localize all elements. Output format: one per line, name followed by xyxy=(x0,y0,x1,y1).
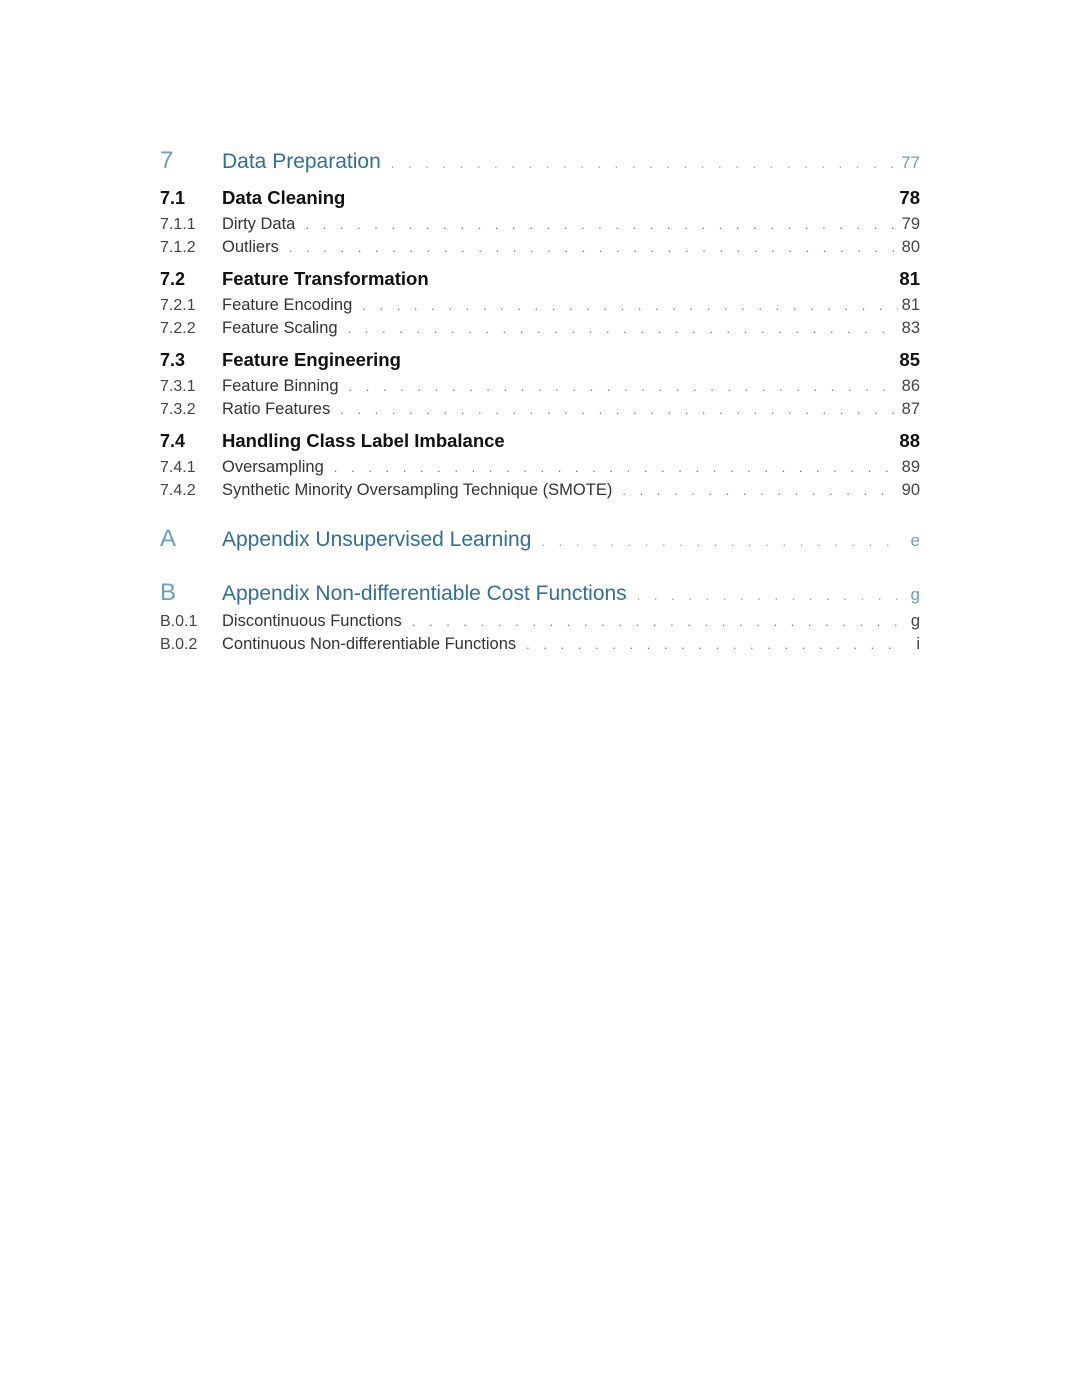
toc-subsection-b-0-2[interactable] xyxy=(160,633,920,656)
subsection-title[interactable]: Continuous Non-differentiable Functions xyxy=(222,635,517,653)
section-title[interactable]: Handling Class Label Imbalance xyxy=(222,430,505,451)
toc-section-7-2[interactable] xyxy=(160,264,920,294)
toc-subsection-b-0-1[interactable] xyxy=(160,610,920,633)
toc-subsection-7-1-1[interactable] xyxy=(160,213,920,236)
subsection-number: B.0.1 xyxy=(160,613,198,630)
toc-section-7-4[interactable] xyxy=(160,426,920,456)
subsection-number: B.0.2 xyxy=(160,636,198,653)
toc-appendix-a[interactable] xyxy=(160,522,920,556)
toc-subsection-7-3-2[interactable] xyxy=(160,398,920,421)
subsection-number: 7.4.1 xyxy=(160,459,196,476)
chapter-number: 7 xyxy=(160,147,174,174)
section-number: 7.4 xyxy=(160,431,186,451)
section-number: 7.3 xyxy=(160,350,186,370)
dot-leader xyxy=(637,579,902,613)
toc-subsection-7-2-1[interactable] xyxy=(160,294,920,317)
page-number: 81 xyxy=(899,268,920,289)
page-number: 85 xyxy=(899,349,920,370)
page-number: 89 xyxy=(901,458,920,476)
page-number: g xyxy=(910,612,920,630)
appendix-letter: A xyxy=(160,525,177,552)
toc-section-7-1[interactable] xyxy=(160,183,920,213)
subsection-number: 7.3.2 xyxy=(160,401,196,418)
page-number: 90 xyxy=(901,481,920,499)
toc-subsection-7-2-2[interactable] xyxy=(160,317,920,340)
dot-leader xyxy=(340,398,897,421)
section-number: 7.1 xyxy=(160,188,186,208)
toc-subsection-7-3-1[interactable] xyxy=(160,375,920,398)
subsection-number: 7.2.2 xyxy=(160,320,196,337)
page-number: i xyxy=(916,635,920,653)
appendix-letter: B xyxy=(160,579,177,606)
appendix-title[interactable]: Appendix Non-differentiable Cost Functions xyxy=(222,582,627,605)
page-number: 83 xyxy=(901,319,920,337)
subsection-number: 7.4.2 xyxy=(160,482,196,499)
page-number: 88 xyxy=(899,430,920,451)
dot-leader xyxy=(541,525,902,559)
subsection-title[interactable]: Ratio Features xyxy=(222,400,331,418)
page-number: 77 xyxy=(901,153,920,172)
subsection-title[interactable]: Oversampling xyxy=(222,458,324,476)
dot-leader xyxy=(412,610,902,633)
dot-leader xyxy=(334,456,898,479)
page-number: 87 xyxy=(901,400,920,418)
subsection-title[interactable]: Feature Encoding xyxy=(222,296,353,314)
toc-appendix-b[interactable] xyxy=(160,576,920,610)
subsection-title[interactable]: Feature Binning xyxy=(222,377,339,395)
dot-leader xyxy=(391,147,897,181)
subsection-number: 7.1.1 xyxy=(160,216,196,233)
dot-leader xyxy=(349,375,898,398)
subsection-title[interactable]: Outliers xyxy=(222,238,279,256)
subsection-number: 7.2.1 xyxy=(160,297,196,314)
toc-section-7-3[interactable] xyxy=(160,345,920,375)
subsection-number: 7.3.1 xyxy=(160,378,196,395)
page-number: 79 xyxy=(901,215,920,233)
dot-leader xyxy=(348,317,898,340)
subsection-title[interactable]: Synthetic Minority Oversampling Technique (SMOTE) xyxy=(222,481,613,499)
dot-leader xyxy=(526,633,902,656)
dot-leader xyxy=(305,213,897,236)
page-number: 86 xyxy=(901,377,920,395)
dot-leader xyxy=(622,479,897,502)
page-number: 80 xyxy=(901,238,920,256)
section-title[interactable]: Feature Engineering xyxy=(222,349,401,370)
subsection-title[interactable]: Dirty Data xyxy=(222,215,296,233)
page-number: e xyxy=(910,531,920,550)
page-number: 81 xyxy=(901,296,920,314)
page-number: 78 xyxy=(899,187,920,208)
subsection-title[interactable]: Discontinuous Functions xyxy=(222,612,402,630)
toc-subsection-7-4-2[interactable] xyxy=(160,479,920,502)
subsection-title[interactable]: Feature Scaling xyxy=(222,319,338,337)
dot-leader xyxy=(362,294,897,317)
subsection-number: 7.1.2 xyxy=(160,239,196,256)
table-of-contents xyxy=(160,140,920,656)
section-title[interactable]: Feature Transformation xyxy=(222,268,429,289)
toc-subsection-7-4-1[interactable] xyxy=(160,456,920,479)
appendix-title[interactable]: Appendix Unsupervised Learning xyxy=(222,528,532,551)
chapter-title[interactable]: Data Preparation xyxy=(222,150,381,173)
section-number: 7.2 xyxy=(160,269,186,289)
dot-leader xyxy=(289,236,898,259)
section-title[interactable]: Data Cleaning xyxy=(222,187,346,208)
toc-subsection-7-1-2[interactable] xyxy=(160,236,920,259)
page-number: g xyxy=(910,585,920,604)
toc-chapter-7[interactable] xyxy=(160,144,920,178)
